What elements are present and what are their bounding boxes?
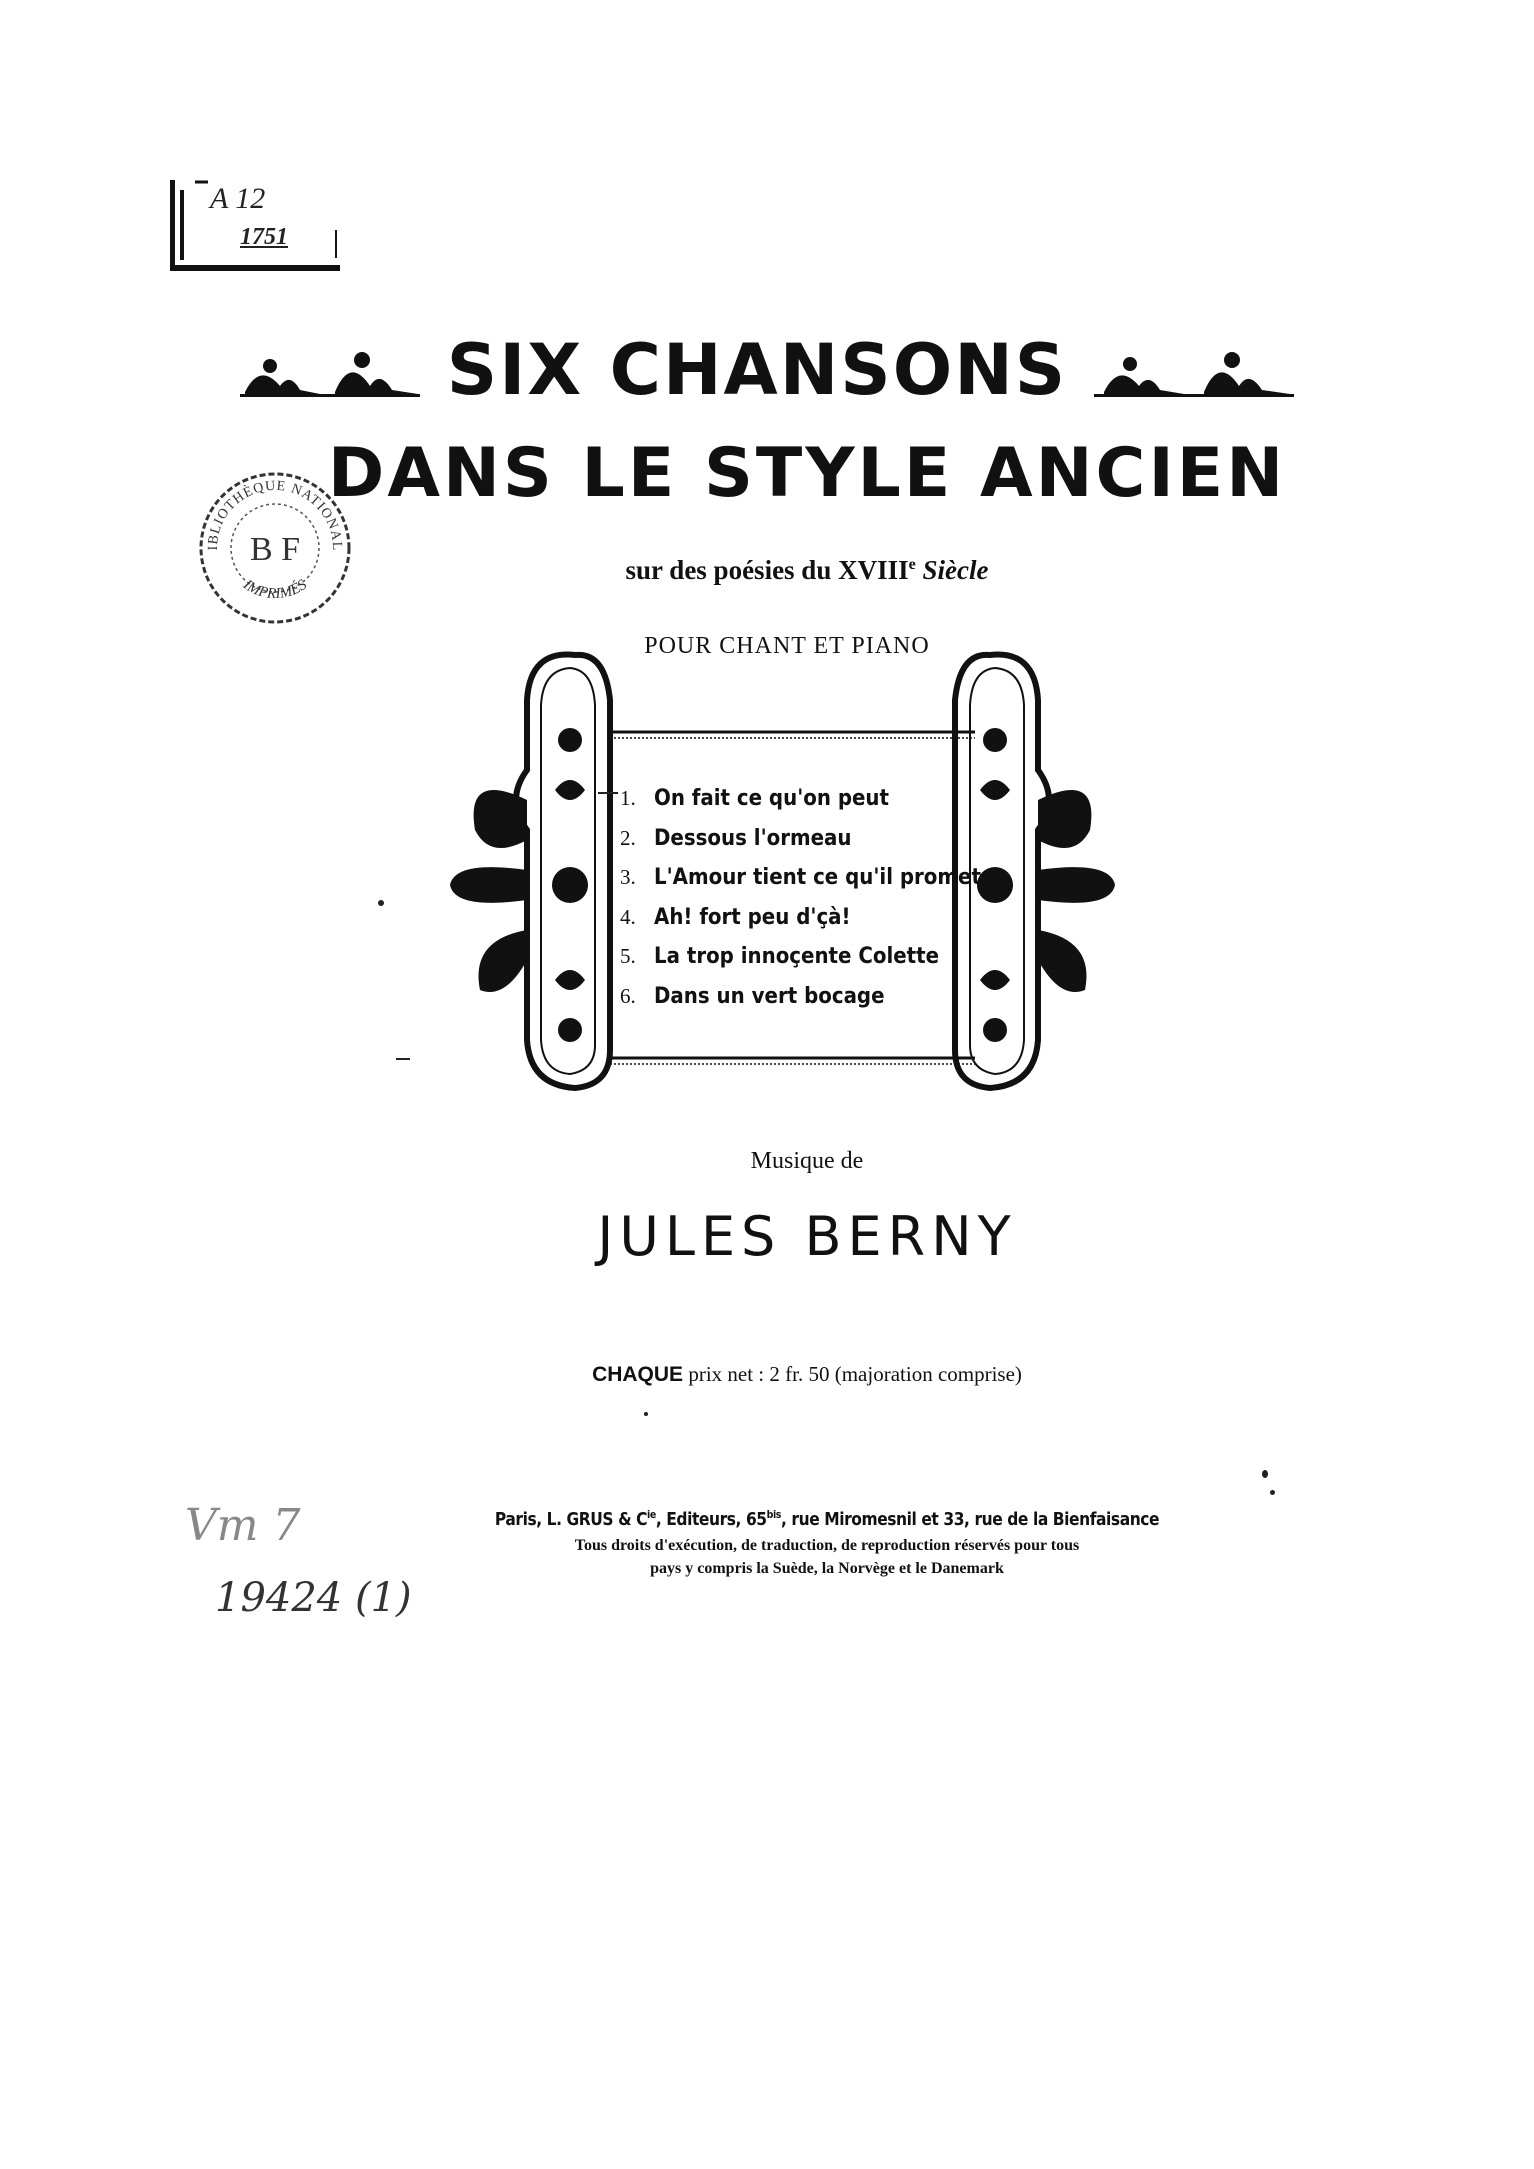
price-text: prix net : 2 fr. 50 (majoration comprise) — [688, 1362, 1022, 1386]
list-item — [620, 778, 1050, 818]
title-line-1 — [0, 328, 1534, 411]
left-scroll-ornament-icon — [240, 342, 420, 398]
scan-speck — [1262, 1470, 1268, 1478]
list-item — [620, 857, 1050, 897]
publisher-sup1: ie — [647, 1508, 656, 1521]
song-number: 6. — [620, 983, 636, 1008]
list-item — [620, 976, 1050, 1016]
song-title: Dessous l'ormeau — [654, 825, 852, 851]
publisher-prefix: Paris, L. GRUS & C — [494, 1509, 648, 1530]
shelf-mark — [170, 180, 345, 275]
publisher-suffix: , rue Miromesnil et 33, rue de la Bienfaisance — [781, 1509, 1160, 1530]
handwritten-line-2: 19424 (1) — [215, 1575, 412, 1621]
subtitle — [40, 555, 1534, 586]
rights-line-2: pays y compris la Suède, la Norvège et le Danemark — [650, 1560, 1004, 1577]
rights-line-1: Tous droits d'exécution, de traduction, de reproduction réservés pour tous — [574, 1537, 1080, 1554]
song-number: 1. — [620, 786, 636, 810]
handwritten-line-1: Vm 7 — [185, 1500, 301, 1551]
song-number: 3. — [620, 865, 636, 889]
publisher-middle: , Editeurs, 65 — [655, 1509, 767, 1530]
song-number: 5. — [620, 944, 636, 968]
song-number: 4. — [620, 904, 636, 929]
scan-speck — [396, 1058, 410, 1060]
library-stamp — [195, 468, 355, 628]
song-title: La trop innoçente Colette — [654, 944, 940, 969]
scan-speck — [378, 900, 384, 906]
list-item — [620, 936, 1050, 976]
handwritten-dash — [598, 792, 618, 794]
title-line-2: DANS LE STYLE ANCIEN — [327, 434, 1287, 513]
price-line — [40, 1362, 1534, 1387]
subtitle-prefix: sur des poésies du XVIII — [625, 555, 909, 585]
song-title: Dans un vert bocage — [654, 983, 885, 1009]
instrumentation: POUR CHANT ET PIANO — [644, 633, 930, 659]
publisher-sup2: bis — [766, 1508, 782, 1521]
subtitle-sup: e — [908, 556, 916, 573]
list-item — [620, 897, 1050, 937]
song-number: 2. — [620, 825, 636, 850]
song-list — [620, 778, 1050, 1015]
subtitle-suffix: Siècle — [922, 555, 989, 585]
list-item — [620, 818, 1050, 858]
scan-speck — [1270, 1490, 1275, 1495]
composer-name: JULES BERNY — [597, 1205, 1017, 1268]
svg-text:BIBLIOTHÈQUE NATIONALE: IBLIOTHÈQUE NATIONAL — [205, 478, 345, 552]
shelf-mark-line1: A 12 — [210, 182, 266, 215]
svg-text:IMPRIMÉS: IMPRIMÉS — [240, 576, 310, 603]
song-title: On fait ce qu'on peut — [654, 786, 889, 811]
title-text: SIX CHANSONS — [446, 328, 1068, 411]
song-title: Ah! fort peu d'çà! — [654, 904, 851, 930]
handwritten-call-number — [185, 1500, 425, 1650]
scan-speck — [644, 1412, 648, 1416]
shelf-mark-line2: 1751 — [240, 224, 288, 250]
right-scroll-ornament-icon — [1094, 342, 1294, 398]
song-title: L'Amour tient ce qu'il promet — [654, 865, 981, 890]
music-by-label: Musique de — [750, 1148, 864, 1174]
library-stamp-seal-icon — [195, 468, 355, 628]
price-label: CHAQUE — [592, 1363, 684, 1386]
svg-text:B F: B F — [249, 531, 301, 568]
